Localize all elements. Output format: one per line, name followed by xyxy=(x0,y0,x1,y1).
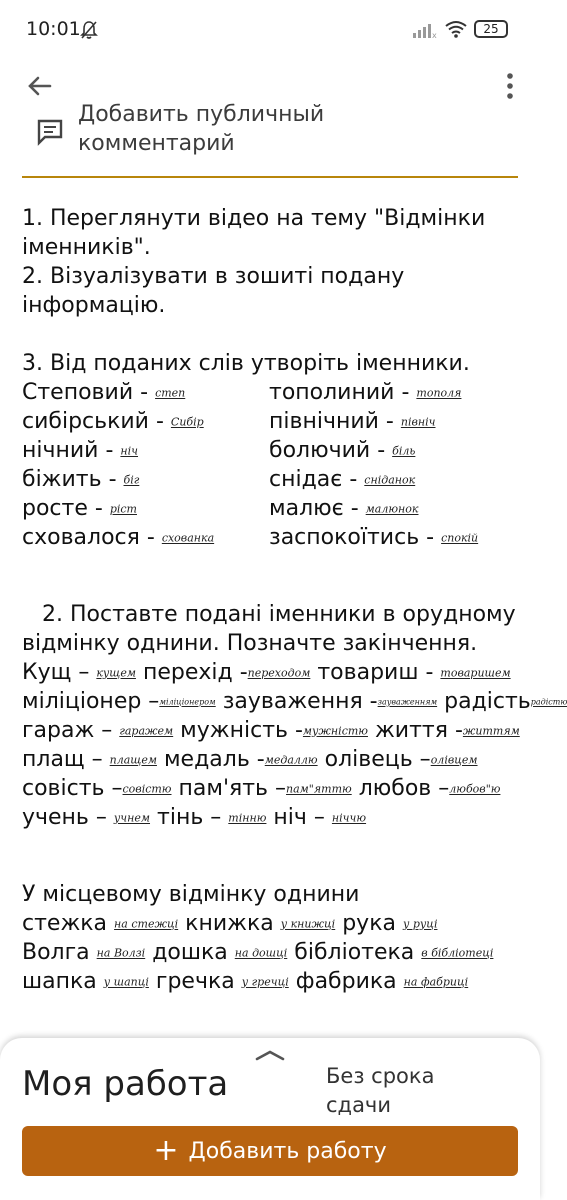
noun-row: гараж – гаражем мужність -мужністю життя -життям xyxy=(22,718,520,743)
add-public-comment[interactable] xyxy=(0,102,540,176)
noun-row: Кущ – кущем перехід -переходом товариш - товаришем xyxy=(22,660,511,685)
plus-icon: + xyxy=(153,1133,179,1168)
task-1-cont: іменників". xyxy=(22,235,151,260)
task-2-cont: інформацію. xyxy=(22,293,166,318)
task-5: У місцевому відмінку однини xyxy=(22,882,360,907)
word-pair: біжить - біг снідає - сніданок xyxy=(22,467,416,492)
signal-icon xyxy=(413,22,437,38)
task-4: 2. Поставте подані іменники в орудному xyxy=(42,602,516,627)
battery-indicator: 25 xyxy=(474,20,508,38)
comment-label: Добавить публичный комментарий xyxy=(78,102,325,156)
muted-bell-icon xyxy=(80,20,98,40)
divider xyxy=(22,176,518,178)
noun-row: учень – учнем тінь – тінню ніч – ніччю xyxy=(22,805,367,830)
locative-row: стежка на стежці книжка у книжці рука у руці xyxy=(22,911,438,936)
task-3: 3. Від поданих слів утворіть іменники. xyxy=(22,351,470,376)
task-2: 2. Візуалізувати в зошиті подану xyxy=(22,264,405,289)
word-pair: Степовий - степ тополиний - тополя xyxy=(22,380,462,405)
task-4-cont: відмінку однини. Позначте закінчення. xyxy=(22,631,478,656)
comment-icon xyxy=(36,118,64,146)
clock: 10:01 xyxy=(26,18,81,40)
word-pair: сховалося - схованка заспокоїтись - спокій xyxy=(22,525,479,550)
back-arrow-icon[interactable] xyxy=(24,70,56,102)
add-work-label: Добавить работу xyxy=(188,1138,387,1164)
noun-row: совість –совістю пам'ять –пам"яттю любов –любов"ю xyxy=(22,776,501,801)
noun-row: плащ – плащем медаль -медаллю олівець –олівцем xyxy=(22,747,478,772)
add-work-button[interactable] xyxy=(22,1126,518,1176)
word-pair: росте - ріст малює - малюнок xyxy=(22,496,419,521)
svg-text:x: x xyxy=(432,31,437,40)
word-pair: сибірський - Сибір північний - північ xyxy=(22,409,436,434)
locative-row: шапка у шапці гречка у гречці фабрика на фабриці xyxy=(22,969,469,994)
locative-row: Волга на Волзі дошка на дошці бібліотека в бібліотеці xyxy=(22,940,494,965)
status-bar xyxy=(0,0,540,60)
assignment-description xyxy=(22,204,567,996)
chevron-up-icon[interactable] xyxy=(254,1048,286,1062)
my-work-title: Моя работа xyxy=(22,1064,229,1104)
word-pair: нічний - ніч болючий - біль xyxy=(22,438,416,463)
noun-row: міліціонер –міліціонером зауваження -зауваженням радістьрадістю xyxy=(22,689,567,714)
deadline-label: Без срока сдачи xyxy=(326,1064,435,1117)
more-options-icon[interactable] xyxy=(500,72,520,100)
task-1: 1. Переглянути відео на тему "Відмінки xyxy=(22,206,486,231)
wifi-icon xyxy=(444,20,468,38)
